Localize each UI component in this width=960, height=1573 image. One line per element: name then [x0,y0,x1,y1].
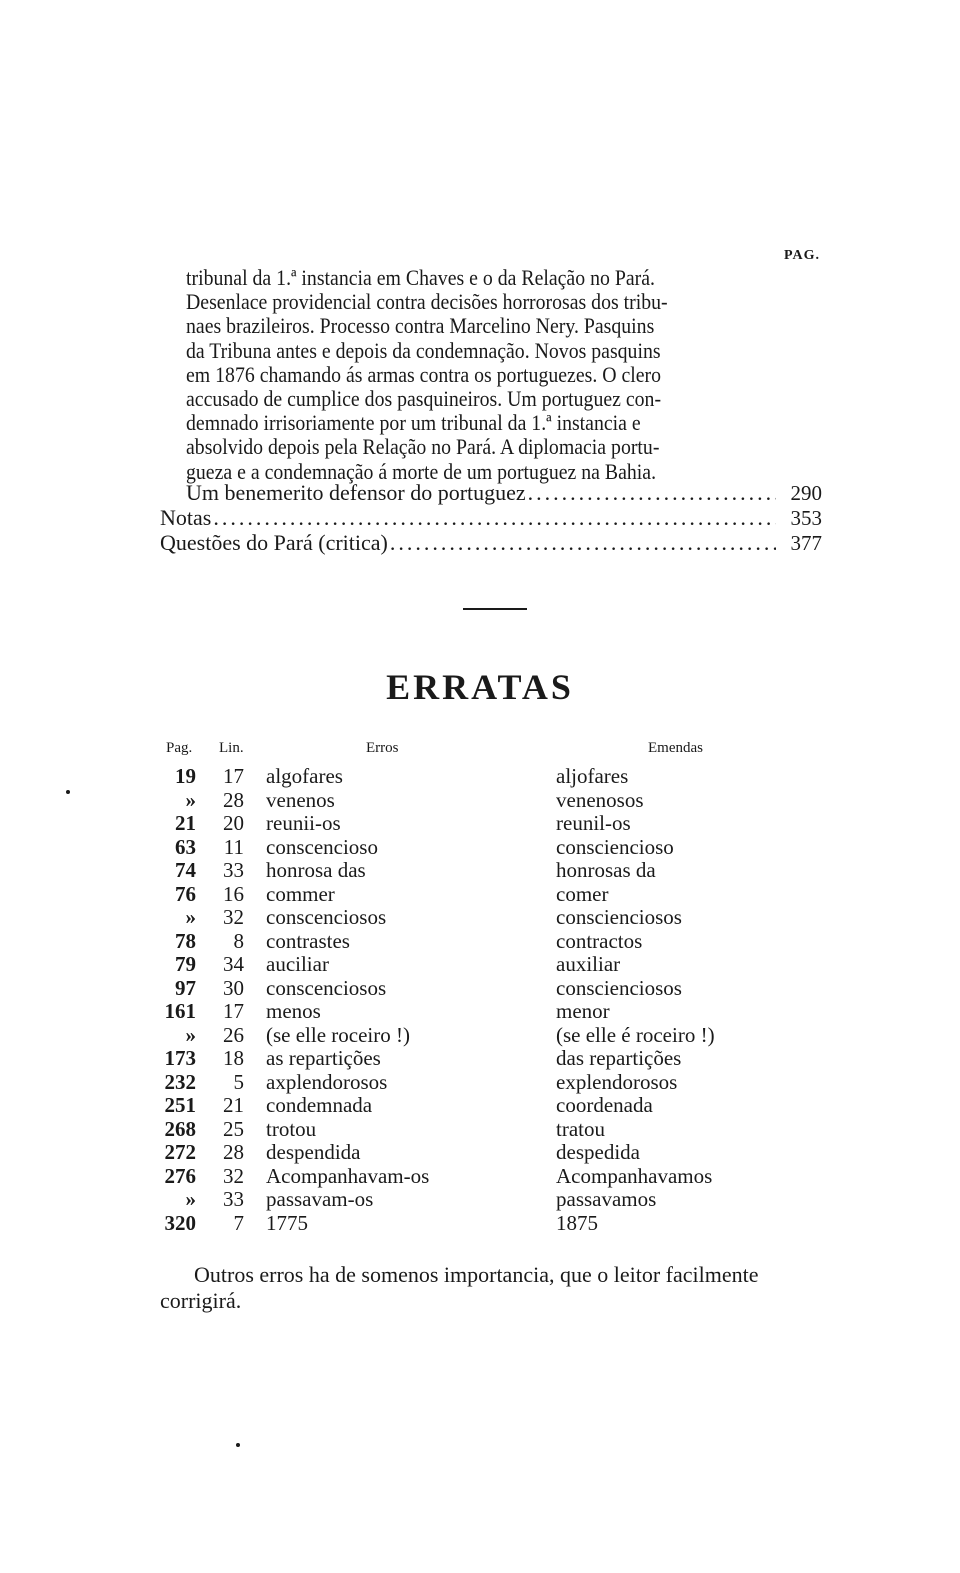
cell-lin: 17 [223,999,244,1023]
cell-emenda: menor [556,999,610,1023]
toc-entry-page: 353 [790,506,822,530]
cell-pag: 97 [175,975,196,1000]
ink-speck [236,1443,240,1447]
table-row [0,999,960,1023]
cell-lin: 32 [223,1163,244,1188]
cell-pag: 320 [164,1210,196,1235]
table-row [0,811,960,835]
cell-emenda: despedida [556,1140,640,1164]
cell-emenda: passavamos [556,1187,657,1211]
cell-pag: 276 [164,1163,196,1188]
cell-pag: 251 [164,1093,196,1117]
table-row [0,1117,960,1141]
cell-erro: conscenciosos [266,905,387,929]
header-pag: Pag. [166,740,193,756]
cell-erro: honrosa das [266,858,366,882]
cell-erro: trotou [266,1116,317,1141]
cell-emenda: coordenada [556,1093,653,1117]
cell-lin: 18 [223,1046,244,1070]
cell-pag: 74 [175,858,196,882]
cell-pag: 161 [164,999,196,1023]
cell-lin: 26 [223,1022,244,1047]
cell-emenda: Acompanhavamos [556,1163,713,1188]
table-row [0,788,960,812]
toc-entry [186,480,822,506]
table-row [0,764,960,788]
dot-leader [213,505,776,531]
table-row [0,1211,960,1235]
ink-speck [66,790,70,794]
errata-title: ERRATAS [386,667,574,707]
header-emendas: Emendas [648,740,703,756]
toc-entry-page: 377 [790,531,822,555]
table-row [0,952,960,976]
cell-erro: auciliar [266,952,329,976]
closing-note: Outros erros ha de somenos importancia, que o leitor facilmente corrigirá. [160,1262,759,1313]
cell-lin: 33 [223,1187,244,1211]
cell-erro: axplendorosos [266,1069,388,1094]
cell-lin: 32 [223,905,244,929]
cell-emenda: 1875 [556,1210,598,1235]
toc-entry-title: Notas [160,505,212,530]
table-row [0,1070,960,1094]
toc-paragraph-line: accusado de cumplice dos pasquineiros. Um portuguez con- [186,386,662,412]
cell-pag: 272 [164,1140,196,1164]
cell-emenda: consciencioso [556,834,674,859]
cell-emenda: conscienciosos [556,975,682,1000]
toc-entry-page: 290 [790,481,822,505]
cell-lin: 7 [233,1210,244,1235]
cell-pag: 173 [164,1046,196,1070]
cell-erro: reunii-os [266,811,341,835]
cell-erro: (se elle roceiro !) [266,1022,410,1047]
table-row [0,905,960,929]
table-row [0,1164,960,1188]
toc-paragraph-line: demnado irrisoriamente por um tribunal da 1.ª instancia e [186,410,641,436]
cell-erro: commer [266,881,335,906]
toc-entry [160,505,822,531]
cell-emenda: conscienciosos [556,905,682,929]
cell-lin: 33 [223,858,244,882]
cell-erro: 1775 [266,1210,308,1235]
table-row [0,858,960,882]
table-row [0,1187,960,1211]
cell-emenda: das repartições [556,1046,682,1070]
cell-erro: despendida [266,1140,361,1164]
cell-pag: 19 [175,764,196,788]
cell-erro: Acompanhavam-os [266,1163,430,1188]
table-row [0,1093,960,1117]
cell-emenda: contractos [556,928,643,953]
table-row [0,835,960,859]
cell-emenda: explendorosos [556,1069,678,1094]
cell-erro: passavam-os [266,1187,374,1211]
cell-erro: conscencioso [266,834,378,859]
cell-emenda: honrosas da [556,858,656,882]
header-lin: Lin. [219,740,244,756]
table-row [0,1023,960,1047]
page-column-label: PAG. [784,248,821,263]
toc-entry [160,530,822,556]
toc-paragraph-line: tribunal da 1.ª instancia em Chaves e o da Relação no Pará. [186,265,655,290]
toc-entry-title: Um benemerito defensor do portuguez [186,480,526,505]
table-row [0,882,960,906]
header-erros: Erros [366,740,399,756]
dot-leader [528,480,776,506]
cell-pag: » [185,1187,196,1211]
cell-emenda: (se elle é roceiro !) [556,1022,715,1047]
dot-leader [390,530,776,556]
cell-emenda: comer [556,881,609,906]
cell-lin: 21 [223,1093,244,1117]
cell-lin: 28 [223,1140,244,1164]
table-row [0,1140,960,1164]
cell-lin: 20 [223,811,244,835]
cell-erro: as repartições [266,1046,381,1070]
cell-pag: » [185,787,196,812]
cell-emenda: aljofares [556,764,629,788]
cell-lin: 11 [223,834,244,859]
cell-pag: » [185,905,196,929]
cell-lin: 30 [223,975,244,1000]
section-divider [463,608,527,610]
cell-lin: 28 [223,787,244,812]
errata-table [0,764,960,1234]
toc-paragraph-line: Desenlace providencial contra decisões horrorosas dos tribu- [186,289,668,315]
cell-erro: algofares [266,764,343,788]
cell-lin: 16 [223,881,244,906]
cell-erro: conscenciosos [266,975,387,1000]
toc-paragraph-line: em 1876 chamando ás armas contra os portuguezes. O clero [186,361,662,387]
cell-erro: menos [266,999,321,1023]
cell-lin: 17 [223,764,244,788]
cell-lin: 8 [233,928,244,953]
cell-pag: » [185,1022,196,1047]
cell-erro: contrastes [266,928,350,953]
cell-emenda: tratou [556,1116,605,1141]
errata-header-row [0,740,960,762]
cell-emenda: venenosos [556,787,644,812]
cell-pag: 268 [164,1116,196,1141]
toc-paragraph [186,266,721,484]
cell-pag: 79 [175,952,196,976]
toc-paragraph-line: absolvido depois pela Relação no Pará. A diplomacia portu- [186,434,660,460]
toc-entry-title: Questões do Pará (critica) [160,530,388,555]
table-row [0,1046,960,1070]
cell-emenda: reunil-os [556,811,631,835]
cell-lin: 5 [233,1069,244,1094]
cell-pag: 76 [175,881,196,906]
toc-paragraph-line: naes brazileiros. Processo contra Marcelino Nery. Pasquins [186,313,655,339]
cell-pag: 232 [164,1069,196,1094]
cell-lin: 25 [223,1116,244,1141]
cell-pag: 21 [175,811,196,835]
table-row [0,929,960,953]
cell-pag: 63 [175,834,196,859]
cell-emenda: auxiliar [556,952,621,976]
cell-erro: venenos [266,787,335,812]
cell-erro: condemnada [266,1093,373,1117]
toc-paragraph-line: gueza e a condemnação á morte de um portuguez na Bahia. [186,458,657,484]
cell-lin: 34 [223,952,244,976]
toc-paragraph-line: da Tribuna antes e depois da condemnação. Novos pasquins [186,337,661,363]
cell-pag: 78 [175,928,196,953]
table-row [0,976,960,1000]
